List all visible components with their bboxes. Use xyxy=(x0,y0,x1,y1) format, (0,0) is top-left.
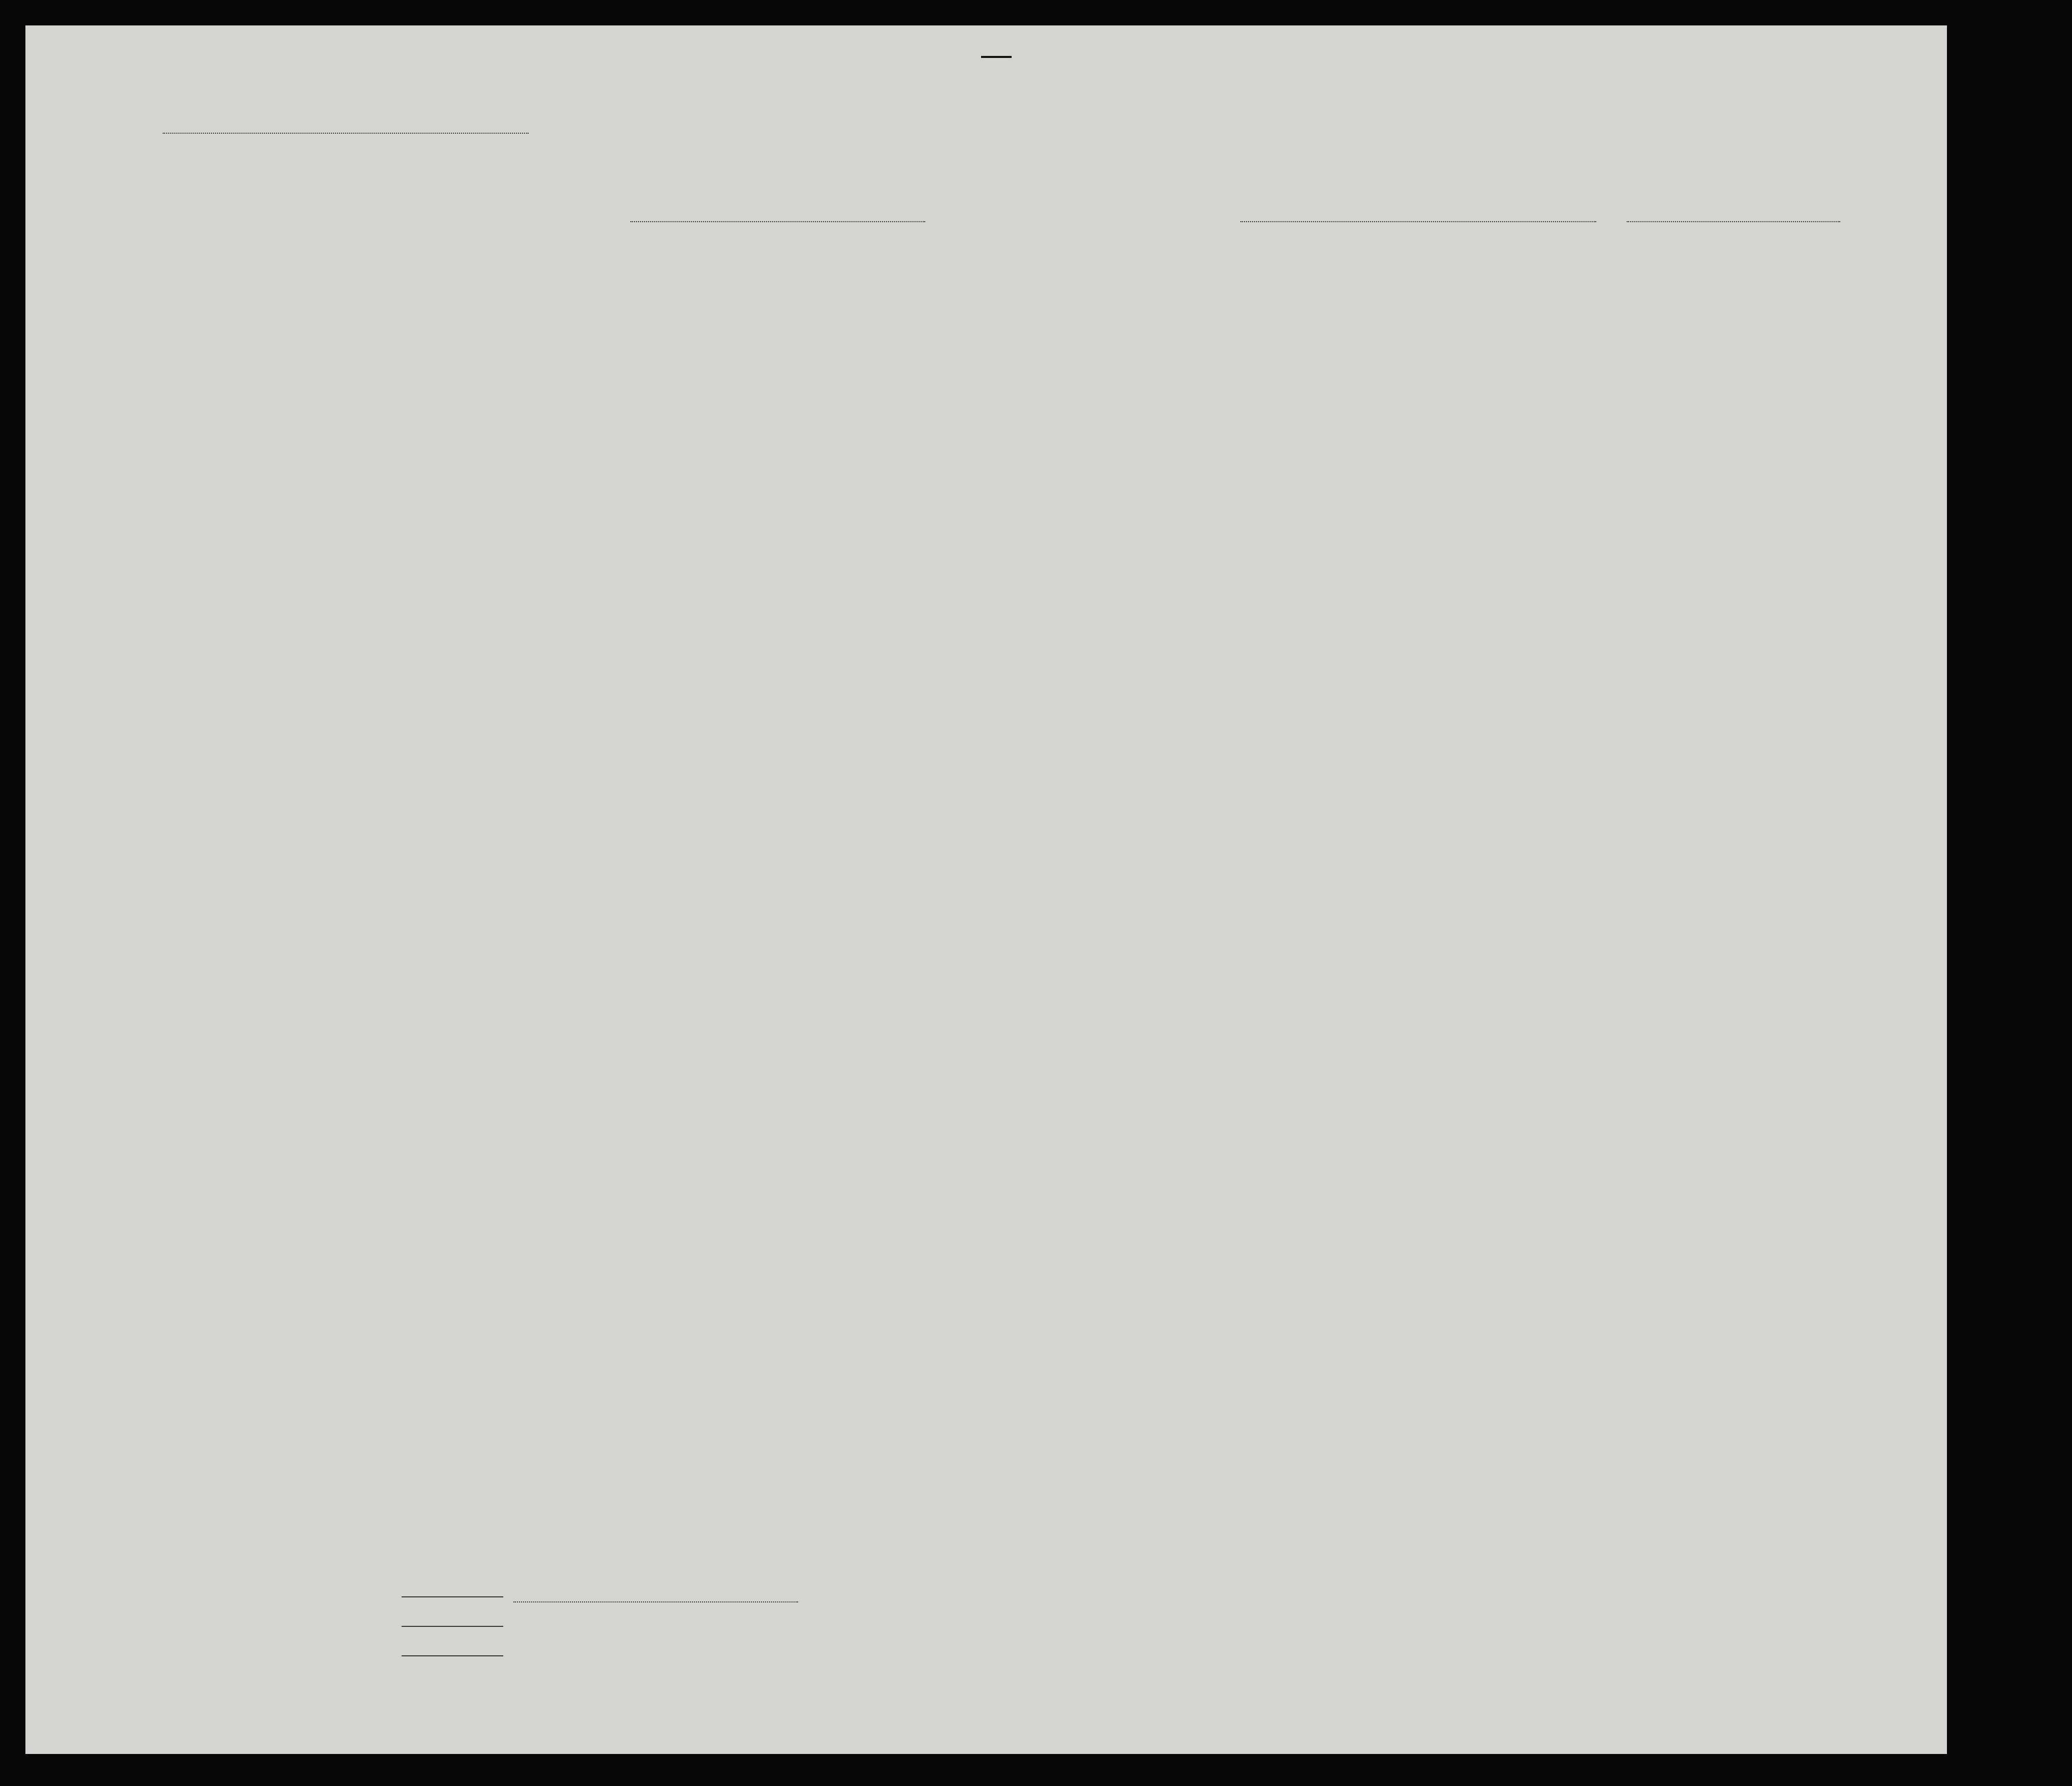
signature-line xyxy=(513,1601,798,1602)
table-grid xyxy=(25,25,1947,1754)
citizens-line xyxy=(402,1626,503,1627)
punch-hole xyxy=(1957,1408,1983,1440)
punch-hole xyxy=(1952,219,1977,250)
manifest-sheet xyxy=(25,25,1947,1754)
aliens-line xyxy=(402,1655,503,1656)
punch-hole xyxy=(1955,325,1980,357)
total-line xyxy=(402,1596,503,1597)
punch-hole xyxy=(1955,874,1980,906)
punch-hole xyxy=(1947,508,1972,540)
